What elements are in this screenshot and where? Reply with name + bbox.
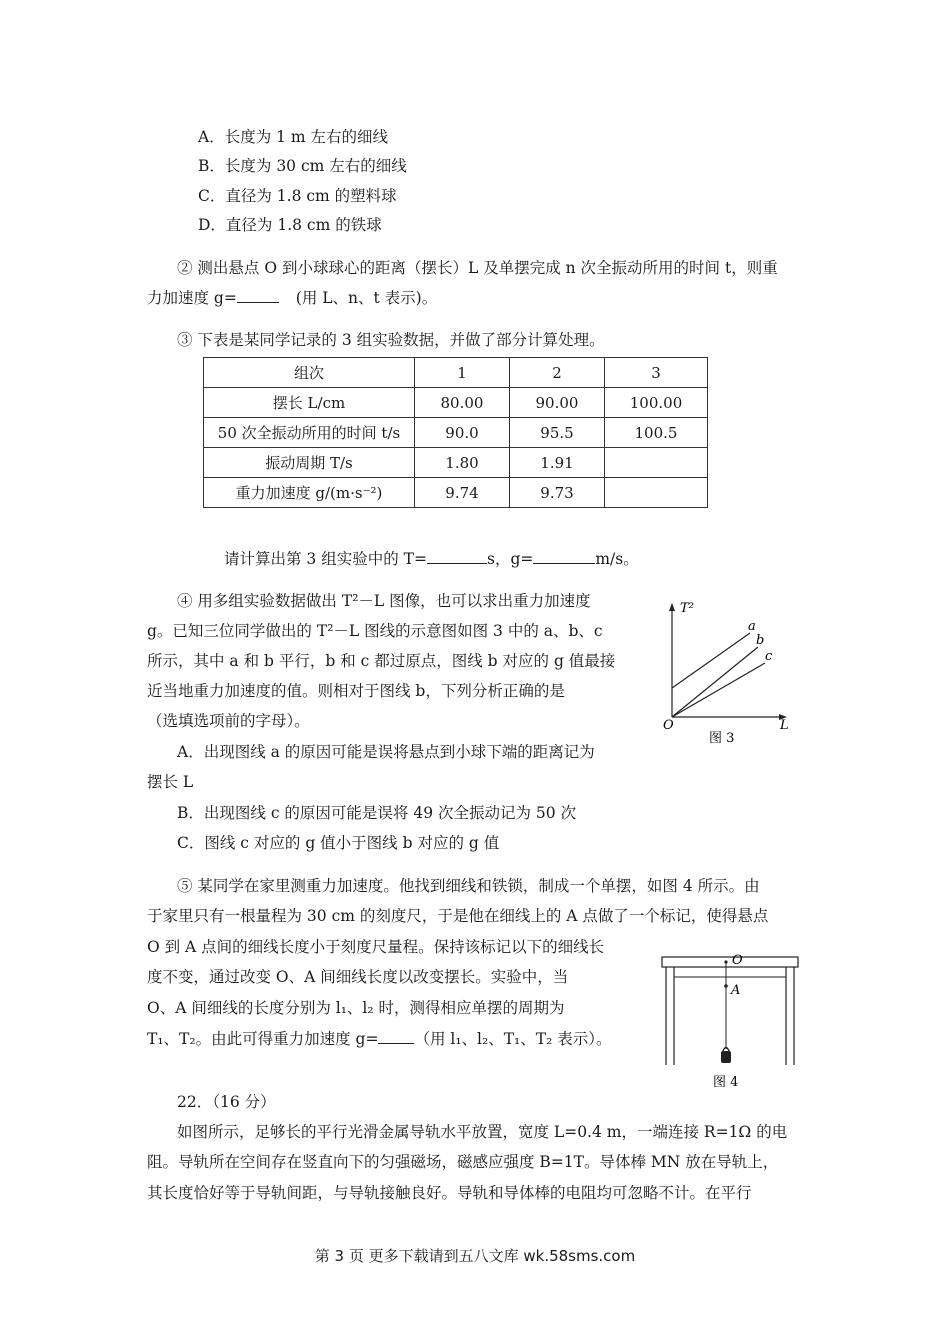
- q2-line2: [147, 288, 437, 308]
- table-cell: 95.5: [510, 418, 605, 448]
- q5-last-a: T₁、T₂。由此可得重力加速度 g=: [147, 1030, 379, 1048]
- q22-line-2: 阻。导轨所在空间存在竖直向下的匀强磁场，磁感应强度 B=1T。导体棒 MN 放在导轨上，: [147, 1153, 779, 1171]
- option-c: C．直径为 1.8 cm 的塑料球: [198, 187, 397, 205]
- q4-line-2: g。已知三位同学做出的 T²－L 图线的示意图如图 3 中的 a、b、c: [147, 622, 603, 640]
- q4-option-a-1: A．出现图线 a 的原因可能是误将悬点到小球下端的距离记为: [177, 743, 595, 761]
- q4-line-1: ④ 用多组实验数据做出 T²－L 图像，也可以求出重力加速度: [177, 592, 591, 610]
- pivot-point: [724, 960, 727, 963]
- table-cell: 2: [510, 358, 605, 388]
- q4-line-5: （选填选项前的字母）。: [147, 712, 310, 730]
- answer-blank: [533, 549, 595, 564]
- line-a-label: a: [748, 619, 756, 634]
- label-o: O: [732, 953, 743, 968]
- x-axis-label: L: [780, 718, 789, 733]
- line-b-label: b: [756, 633, 765, 648]
- option-b: B．长度为 30 cm 左右的细线: [198, 157, 407, 175]
- q5-line-4: 度不变，通过改变 O、A 间细线长度以改变摆长。实验中，当: [147, 968, 569, 986]
- lock-weight: [721, 1051, 731, 1063]
- line-c-label: c: [765, 649, 773, 664]
- q5-line-5: O、A 间细线的长度分别为 l₁、l₂ 时，测得相应单摆的周期为: [147, 999, 565, 1017]
- lock-shackle: [723, 1048, 729, 1052]
- table-top: [662, 957, 798, 967]
- option-d: D．直径为 1.8 cm 的铁球: [198, 216, 382, 234]
- data-table: [203, 357, 708, 508]
- q4-line-3: 所示，其中 a 和 b 平行，b 和 c 都过原点，图线 b 对应的 g 值最接: [147, 652, 616, 670]
- graph-line-a: [672, 633, 750, 688]
- q4-option-c: C．图线 c 对应的 g 值小于图线 b 对应的 g 值: [177, 834, 500, 852]
- q5-line-1: ⑤ 某同学在家里测重力加速度。他找到细线和铁锁，制成一个单摆，如图 4 所示。由: [177, 877, 760, 895]
- table-cell: 100.00: [605, 388, 708, 418]
- figure-4-caption: 图 4: [713, 1075, 739, 1090]
- q2-line2-a: 力加速度 g=: [147, 289, 237, 307]
- table-cell: 摆长 L/cm: [204, 388, 415, 418]
- table-cell: 1: [415, 358, 510, 388]
- figure-4-pendulum: [652, 945, 807, 1095]
- table-cell: 振动周期 T/s: [204, 448, 415, 478]
- q4-option-a-2: 摆长 L: [147, 773, 194, 791]
- label-a: A: [731, 983, 741, 998]
- q4-option-b: B．出现图线 c 的原因可能是误将 49 次全振动记为 50 次: [177, 804, 577, 822]
- q4-line-4: 近当地重力加速度的值。则相对于图线 b，下列分析正确的是: [147, 682, 565, 700]
- q5-line-3: O 到 A 点间的细线长度小于刻度尺量程。保持该标记以下的细线长: [147, 938, 605, 956]
- table-row: [204, 478, 708, 508]
- q3-ask: [224, 549, 639, 569]
- q2-line1: ② 测出悬点 O 到小球球心的距离（摆长）L 及单摆完成 n 次全振动所用的时间 t，则重: [177, 259, 778, 277]
- graph-line-c: [672, 663, 765, 717]
- table-cell: 3: [605, 358, 708, 388]
- q2-line2-b: (用 L、n、t 表示)。: [295, 289, 438, 307]
- table-row: [204, 358, 708, 388]
- table-row: [204, 448, 708, 478]
- q5-line-6: [147, 1029, 612, 1049]
- table-cell: [605, 478, 708, 508]
- q3-ask-c: m/s。: [595, 550, 639, 568]
- answer-blank: [427, 549, 487, 564]
- q3-ask-a: 请计算出第 3 组实验中的 T=: [224, 550, 427, 568]
- figure-3-graph: [655, 595, 805, 750]
- table-cell: 1.91: [510, 448, 605, 478]
- table-cell: 90.00: [510, 388, 605, 418]
- table-row: [204, 388, 708, 418]
- y-axis-arrow: [669, 603, 675, 611]
- table-cell: 90.0: [415, 418, 510, 448]
- table-cell: 9.74: [415, 478, 510, 508]
- table-cell: 组次: [204, 358, 415, 388]
- table-cell: 80.00: [415, 388, 510, 418]
- y-axis-label: T²: [680, 601, 694, 616]
- q22-line-3: 其长度恰好等于导轨间距，与导轨接触良好。导轨和导体棒的电阻均可忽略不计。在平行: [147, 1184, 752, 1202]
- table-cell: 9.73: [510, 478, 605, 508]
- q5-last-b: （用 l₁、l₂、T₁、T₂ 表示）。: [414, 1030, 612, 1048]
- option-a: A．长度为 1 m 左右的细线: [198, 128, 389, 146]
- answer-blank: [378, 1029, 414, 1044]
- q3-ask-b: s，g=: [486, 550, 534, 568]
- q3-intro: ③ 下表是某同学记录的 3 组实验数据，并做了部分计算处理。: [177, 331, 605, 349]
- figure-3-caption: 图 3: [709, 731, 735, 746]
- q22-heading: 22．（16 分）: [177, 1093, 276, 1111]
- mark-point: [724, 984, 728, 988]
- table-cell: 重力加速度 g/(m·s⁻²): [204, 478, 415, 508]
- page-footer: 第 3 页 更多下载请到五八文库 wk.58sms.com: [314, 1247, 636, 1265]
- table-cell: [605, 448, 708, 478]
- answer-blank: [237, 288, 279, 303]
- q22-line-1: 如图所示，足够长的平行光滑金属导轨水平放置，宽度 L=0.4 m，一端连接 R=1Ω 的电: [177, 1123, 788, 1141]
- origin-label: O: [663, 718, 674, 733]
- table-row: [204, 418, 708, 448]
- q5-line-2: 于家里只有一根量程为 30 cm 的刻度尺，于是他在细线上的 A 点做了一个标记，使得悬点: [147, 907, 769, 925]
- table-cell: 100.5: [605, 418, 708, 448]
- table-cell: 50 次全振动所用的时间 t/s: [204, 418, 415, 448]
- table-cell: 1.80: [415, 448, 510, 478]
